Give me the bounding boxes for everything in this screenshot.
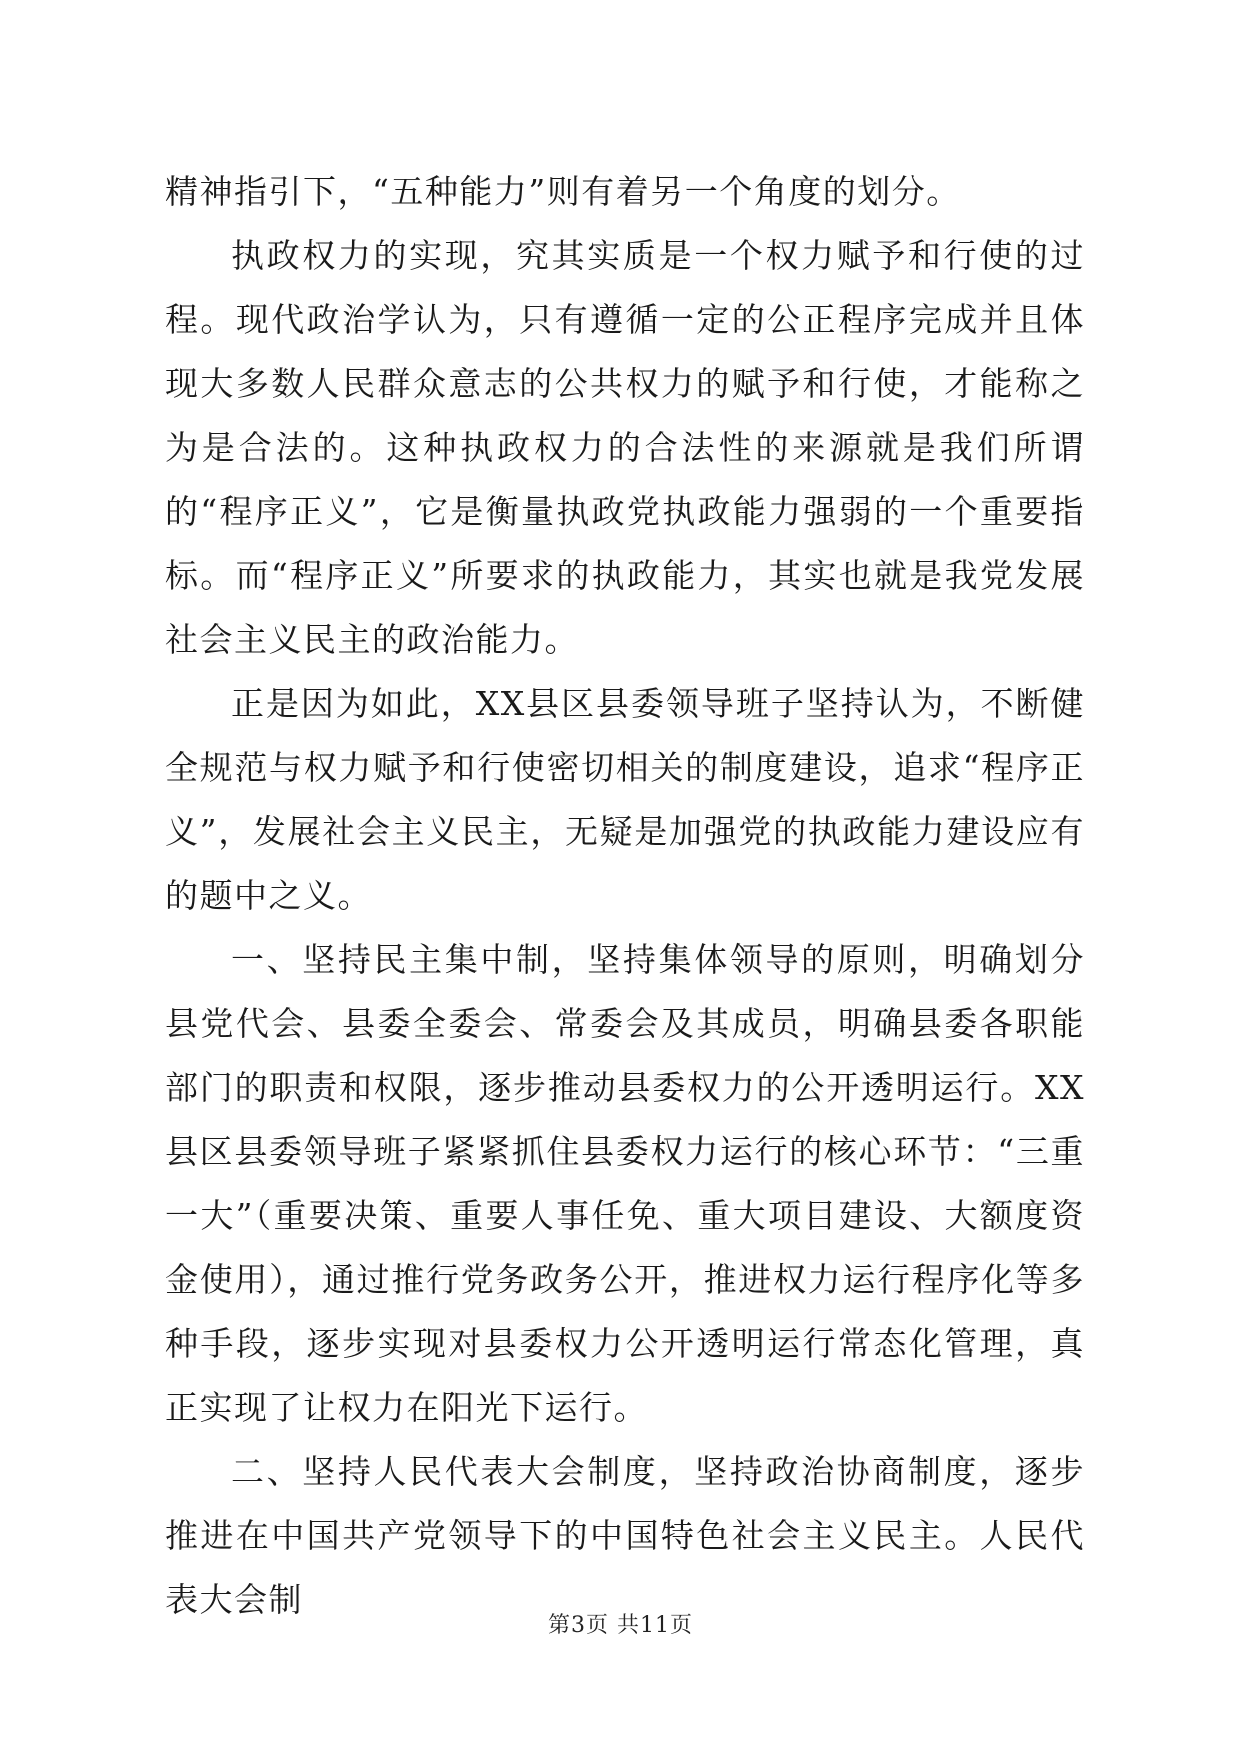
paragraph-3: 正是因为如此，XX县区县委领导班子坚持认为，不断健全规范与权力赋予和行使密切相关的制度建设，追求“程序正义”，发展社会主义民主，无疑是加强党的执政能力建设应有的题中之义。 [165, 684, 1085, 915]
page-number-footer: 第3页 共11页 [548, 1613, 693, 1638]
paragraph-1: 精神指引下，“五种能力”则有着另一个角度的划分。 [165, 172, 961, 211]
paragraph-2: 执政权力的实现，究其实质是一个权力赋予和行使的过程。现代政治学认为，只有遵循一定的公正程序完成并且体现大多数人民群众意志的公共权力的赋予和行使，才能称之为是合法的。这种执政权力的合法性的来源就是我们所谓的“程序正义”，它是衡量执政党执政能力强弱的一个重要指标。而“程序正义”所要求的执政能力，其实也就是我党发展社会主义民主的政治能力。 [165, 236, 1085, 659]
paragraph-5: 二、坚持人民代表大会制度，坚持政治协商制度，逐步推进在中国共产党领导下的中国特色社会主义民主。人民代表大会制 [165, 1452, 1085, 1619]
body-text [165, 160, 1085, 1632]
paragraph-4: 一、坚持民主集中制，坚持集体领导的原则，明确划分县党代会、县委全委会、常委会及其成员，明确县委各职能部门的职责和权限，逐步推动县委权力的公开透明运行。XX县区县委领导班子紧紧抓住县委权力运行的核心环节：“三重一大”（重要决策、重要人事任免、重大项目建设、大额度资金使用），通过推行党务政务公开，推进权力运行程序化等多种手段，逐步实现对县委权力公开透明运行常态化管理，真正实现了让权力在阳光下运行。 [165, 940, 1085, 1427]
